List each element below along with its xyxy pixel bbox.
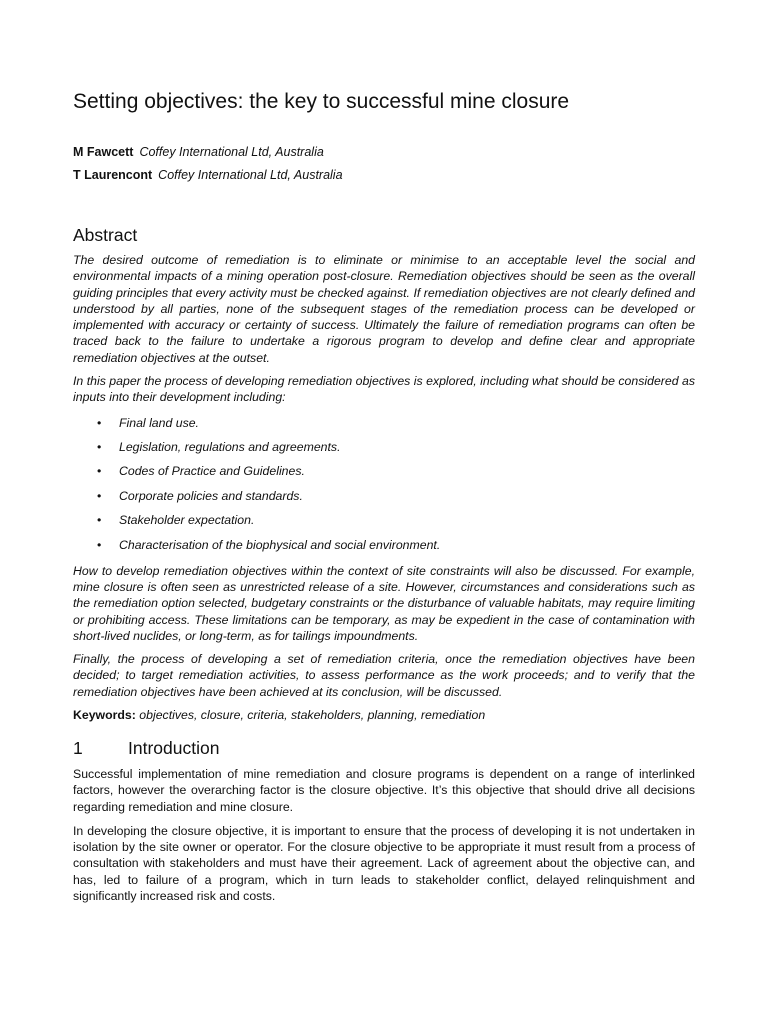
author-affiliation: Coffey International Ltd, Australia bbox=[158, 168, 343, 182]
abstract-paragraph: The desired outcome of remediation is to eliminate or minimise to an acceptable level the social and environmental impacts of a mining operation post-closure. Remediation objectives should be seen as the overall guiding principles that every activity must be checked against. If remediation objectives are not clearly defined and understood by all parties, none of the subsequent stages of the remediation process can be developed or implemented with accuracy or certainty of success. Ultimately the failure of remediation programs can often be traced back to the failure to undertake a rigorous program to develop and define clear and appropriate remediation objectives at the outset. bbox=[73, 253, 695, 365]
keywords-text: objectives, closure, criteria, stakeholders, planning, remediation bbox=[139, 708, 486, 722]
abstract-paragraph: How to develop remediation objectives within the context of site constraints will also be discussed. For example, mine closure is often seen as unrestricted release of a site. However, circumstances and considerations such as the remediation option selected, budgetary constraints or the disturbance of valuable habitats, may require limiting or prohibiting access. These limitations can be temporary, as may be expedient in the case of contamination with short-lived nuclides, or long-term, as for tailings impoundments. bbox=[73, 563, 695, 643]
abstract-paragraph: Finally, the process of developing a set of remediation criteria, once the remediation objectives have been decided; to target remediation activities, to assess performance as the work proceeds; and to verify that the remediation objectives have been achieved at its conclusion, will be discussed. bbox=[73, 652, 695, 699]
bullet-icon: • bbox=[97, 488, 102, 503]
author-name: M Fawcett bbox=[73, 145, 134, 159]
list-item bbox=[73, 488, 695, 504]
bullet-icon: • bbox=[97, 415, 102, 430]
section-title: Introduction bbox=[128, 738, 220, 758]
abstract-paragraph: In this paper the process of developing remediation objectives is explored, including what should be considered as inputs into their development including: bbox=[73, 374, 695, 405]
bullet-icon: • bbox=[97, 513, 102, 528]
list-item bbox=[73, 463, 695, 479]
abstract-bullet-list bbox=[73, 415, 695, 553]
bullet-text: Codes of Practice and Guidelines. bbox=[119, 464, 305, 479]
keywords-line bbox=[73, 707, 695, 723]
bullet-text: Legislation, regulations and agreements. bbox=[119, 440, 341, 455]
author-line bbox=[73, 144, 695, 160]
paper-title: Setting objectives: the key to successful mine closure bbox=[73, 90, 570, 113]
bullet-text: Final land use. bbox=[119, 415, 199, 430]
list-item bbox=[73, 537, 695, 553]
author-affiliation: Coffey International Ltd, Australia bbox=[139, 145, 324, 159]
author-name: T Laurencont bbox=[73, 168, 153, 182]
list-item bbox=[73, 415, 695, 431]
bullet-text: Stakeholder expectation. bbox=[119, 513, 255, 528]
section-number: 1 bbox=[73, 738, 83, 758]
section-heading bbox=[73, 737, 219, 759]
body-paragraph: Successful implementation of mine remediation and closure programs is dependent on a range of interlinked factors, however the overarching factor is the closure objective. It’s this objective that should drive all decisions regarding remediation and mine closure. bbox=[73, 767, 695, 814]
body-paragraph: In developing the closure objective, it is important to ensure that the process of developing it is not undertaken in isolation by the site owner or operator. For the closure objective to be appropriate it must result from a process of consultation with stakeholders and must have their agreement. Lack of agreement about the objective can, and has, led to failure of a program, which in turn leads to stakeholder conflict, delayed relinquishment and significantly increased risk and costs. bbox=[73, 823, 695, 904]
abstract-body bbox=[73, 252, 695, 730]
bullet-text: Corporate policies and standards. bbox=[119, 488, 303, 503]
bullet-icon: • bbox=[97, 440, 102, 455]
list-item bbox=[73, 512, 695, 528]
bullet-icon: • bbox=[97, 464, 102, 479]
abstract-heading: Abstract bbox=[73, 225, 138, 245]
bullet-icon: • bbox=[97, 537, 102, 552]
keywords-label: Keywords: bbox=[73, 708, 136, 722]
bullet-text: Characterisation of the biophysical and social environment. bbox=[119, 537, 441, 552]
author-line bbox=[73, 167, 695, 183]
section-body bbox=[73, 766, 695, 912]
list-item bbox=[73, 439, 695, 455]
